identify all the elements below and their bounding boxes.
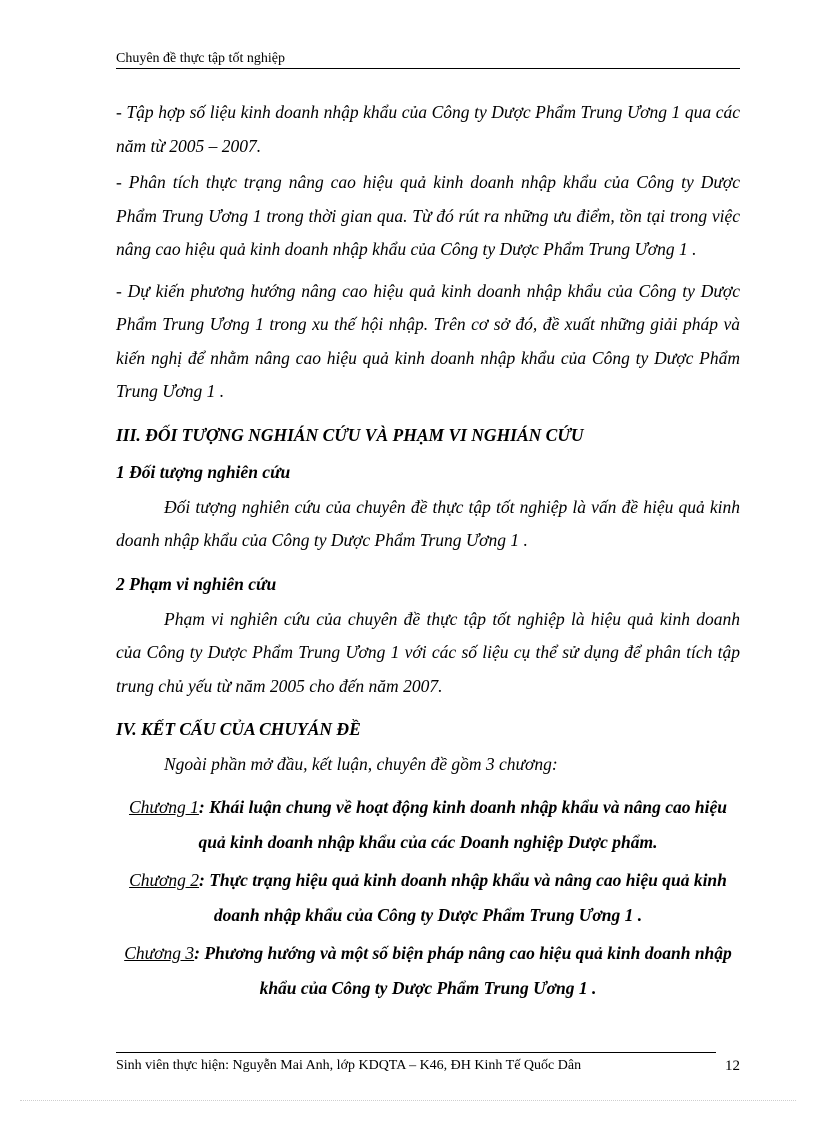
chapter-2-label: Chương 2 <box>129 869 200 890</box>
footer-divider <box>116 1052 716 1053</box>
chapter-3-label: Chương 3 <box>124 942 195 963</box>
footer-author: Sinh viên thực hiện: Nguyễn Mai Anh, lớp KDQTA – K46, ĐH Kinh Tế Quốc Dân <box>116 1058 582 1073</box>
paragraph-objective-2: - Phân tích thực trạng nâng cao hiệu quả kinh doanh nhập khẩu của Công ty Dược Phẩm Trung Ương 1 trong thời gian qua. Từ đó rút ra những ưu điểm, tồn tại trong việc nâng cao hiệu quả kinh doanh nhập khẩu của Công ty Dược Phẩm Trung Ương 1 . <box>116 172 740 259</box>
subsection-2-text: Phạm vi nghiên cứu của chuyên đề thực tập tốt nghiệp là hiệu quả kinh doanh của Công ty Dược Phẩm Trung Ương 1 với các số liệu cụ thể sử dụng để phân tích tập trung chủ yếu từ năm 2005 cho đến năm 2007. <box>116 608 740 696</box>
section-4-intro: Ngoài phần mở đầu, kết luận, chuyên đề gồm 3 chương: <box>164 754 558 774</box>
section-4-heading: IV. KẾT CẤU CỦA CHUYÁN ĐỀ <box>116 719 361 739</box>
chapter-1-title: : Khái luận chung về hoạt động kinh doanh nhập khẩu và nâng cao hiệu quả kinh doanh nhập khẩu của các Doanh nghiệp Dược phẩm. <box>198 796 727 852</box>
page-number: 12 <box>725 1058 740 1074</box>
chapter-2-title: : Thực trạng hiệu quả kinh doanh nhập khẩu và nâng cao hiệu quả kinh doanh nhập khẩu của Công ty Dược Phẩm Trung Ương 1 . <box>199 869 727 925</box>
page-header <box>116 49 740 69</box>
page-bottom-edge <box>20 1100 796 1101</box>
subsection-1-text: Đối tượng nghiên cứu của chuyên đề thực tập tốt nghiệp là vấn đề hiệu quả kinh doanh nhập khẩu của Công ty Dược Phẩm Trung Ương 1 . <box>116 496 740 550</box>
subsection-1-heading: 1 Đối tượng nghiên cứu <box>116 461 291 482</box>
paragraph-objective-3: - Dự kiến phương hướng nâng cao hiệu quả kinh doanh nhập khẩu của Công ty Dược Phẩm Trung Ương 1 trong xu thế hội nhập. Trên cơ sở đó, đề xuất những giải pháp và kiến nghị để nhằm nâng cao hiệu quả kinh doanh nhập khẩu của Công ty Dược Phẩm Trung Ương 1 . <box>116 280 740 401</box>
paragraph-objective-1: - Tập hợp số liệu kinh doanh nhập khẩu của Công ty Dược Phẩm Trung Ương 1 qua các năm từ 2005 – 2007. <box>116 102 740 156</box>
subsection-2-heading: 2 Phạm vi nghiên cứu <box>116 573 277 594</box>
section-3-heading: III. ĐỐI TƯỢNG NGHIÁN CỨU VÀ PHẠM VI NGHIÁN CỨU <box>116 424 584 445</box>
chapter-1 <box>116 790 740 860</box>
header-title: Chuyên đề thực tập tốt nghiệp <box>116 51 285 66</box>
chapter-1-label: Chương 1 <box>128 796 199 817</box>
page-footer <box>116 1056 740 1076</box>
chapter-3 <box>116 936 740 1006</box>
chapter-3-title: : Phương hướng và một số biện pháp nâng cao hiệu quả kinh doanh nhập khẩu của Công ty Dược Phẩm Trung Ương 1 . <box>194 942 732 998</box>
chapter-2 <box>116 863 740 933</box>
document-body <box>116 96 740 1006</box>
